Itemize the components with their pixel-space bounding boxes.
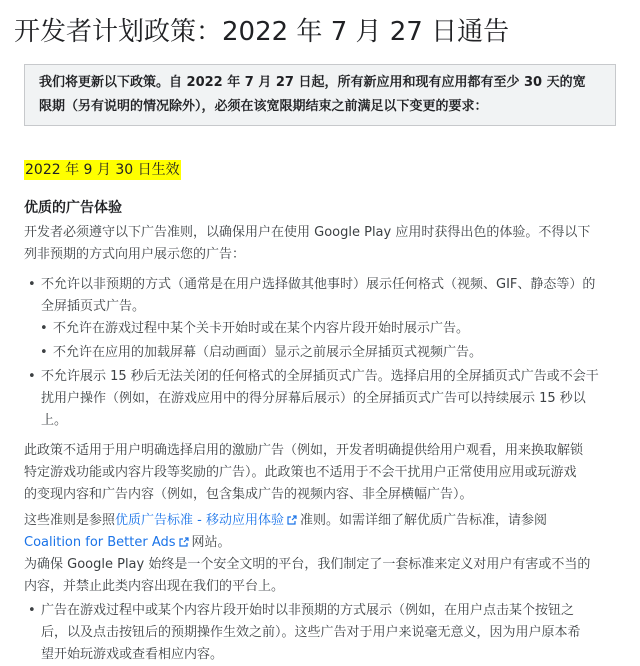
bullet-4-line-2: 扰用户操作（例如，在游戏应用中的得分屏幕后展示）的全屏插页式广告可以持续展示 15 秒以 bbox=[41, 391, 586, 406]
bullet-2-line-1: 不允许在游戏过程中某个关卡开始时或在某个内容片段开始时展示广告。 bbox=[53, 321, 470, 336]
effective-date-highlight: 2022 年 9 月 30 日生效 bbox=[25, 162, 180, 178]
para3-prefix: 这些准则是参照 bbox=[24, 513, 116, 528]
bullet-1-line-1: 不允许以非预期的方式（通常是在用户选择做其他事时）展示任何格式（视频、GIF、静态等）的 bbox=[41, 277, 596, 292]
notice-box bbox=[24, 64, 616, 126]
page-title: 开发者计划政策：2022 年 7 月 27 日通告 bbox=[14, 17, 510, 47]
bullet-4-line-3: 上。 bbox=[41, 413, 68, 428]
external-link-icon[interactable] bbox=[179, 537, 189, 547]
bullet-1-line-2: 全屏插页式广告。 bbox=[41, 299, 146, 314]
para4-line-2: 内容，并禁止此类内容出现在我们的平台上。 bbox=[24, 579, 285, 594]
bullet-dot: • bbox=[28, 369, 36, 384]
para2-line-3: 的变现内容和广告内容（例如，包含集成广告的视频内容、非全屏横幅广告）。 bbox=[24, 487, 473, 502]
para3-suffix: 网站。 bbox=[191, 535, 231, 550]
notice-line-1: 我们将更新以下政策。自 2022 年 7 月 27 日起，所有新应用和现有应用都有至少 30 天的宽 bbox=[39, 75, 586, 90]
better-ads-standards-link[interactable]: 优质广告标准 - 移动应用体验 bbox=[115, 513, 284, 528]
bullet-3-line-1: 不允许在应用的加载屏幕（启动画面）显示之前展示全屏插页式视频广告。 bbox=[53, 345, 483, 360]
intro-line-1: 开发者必须遵守以下广告准则，以确保用户在使用 Google Play 应用时获得出色的体验。不得以下 bbox=[24, 225, 591, 240]
section-title: 优质的广告体验 bbox=[24, 200, 122, 216]
bullet-5-line-1: 广告在游戏过程中或某个内容片段开始时以非预期的方式展示（例如，在用户点击某个按钮之 bbox=[41, 603, 575, 618]
bullet-5-line-2: 后，以及点击按钮后的预期操作生效之前）。这些广告对于用户来说毫无意义，因为用户原本希 bbox=[41, 625, 581, 640]
external-link-icon[interactable] bbox=[287, 515, 297, 525]
para4-line-1: 为确保 Google Play 始终是一个安全文明的平台，我们制定了一套标准来定义对用户有害或不当的 bbox=[24, 557, 591, 572]
para3-line-1 bbox=[24, 510, 547, 532]
bullet-dot: • bbox=[28, 603, 36, 618]
para2-line-2: 特定游戏功能或内容片段等奖励的广告）。此政策也不适用于不会干扰用户正常使用应用或玩游戏 bbox=[24, 465, 577, 480]
coalition-link[interactable]: Coalition for Better Ads bbox=[24, 535, 176, 550]
bullet-dot: • bbox=[40, 345, 48, 360]
para3-line-2 bbox=[24, 532, 231, 554]
para2-line-1: 此政策不适用于用户明确选择启用的激励广告（例如，开发者明确提供给用户观看，用来换取解锁 bbox=[24, 443, 584, 458]
bullet-dot: • bbox=[28, 277, 36, 292]
bullet-4-line-1: 不允许展示 15 秒后无法关闭的任何格式的全屏插页式广告。选择启用的全屏插页式广告或不会干 bbox=[41, 369, 599, 384]
intro-line-2: 列非预期的方式向用户展示您的广告： bbox=[24, 247, 246, 262]
bullet-5-line-3: 望开始玩游戏或查看相应内容。 bbox=[41, 647, 224, 662]
para3-middle: 准则。如需详细了解优质广告标准，请参阅 bbox=[299, 513, 547, 528]
notice-line-2: 限期（另有说明的情况除外），必须在该宽限期结束之前满足以下变更的要求： bbox=[39, 99, 488, 114]
bullet-dot: • bbox=[40, 321, 48, 336]
